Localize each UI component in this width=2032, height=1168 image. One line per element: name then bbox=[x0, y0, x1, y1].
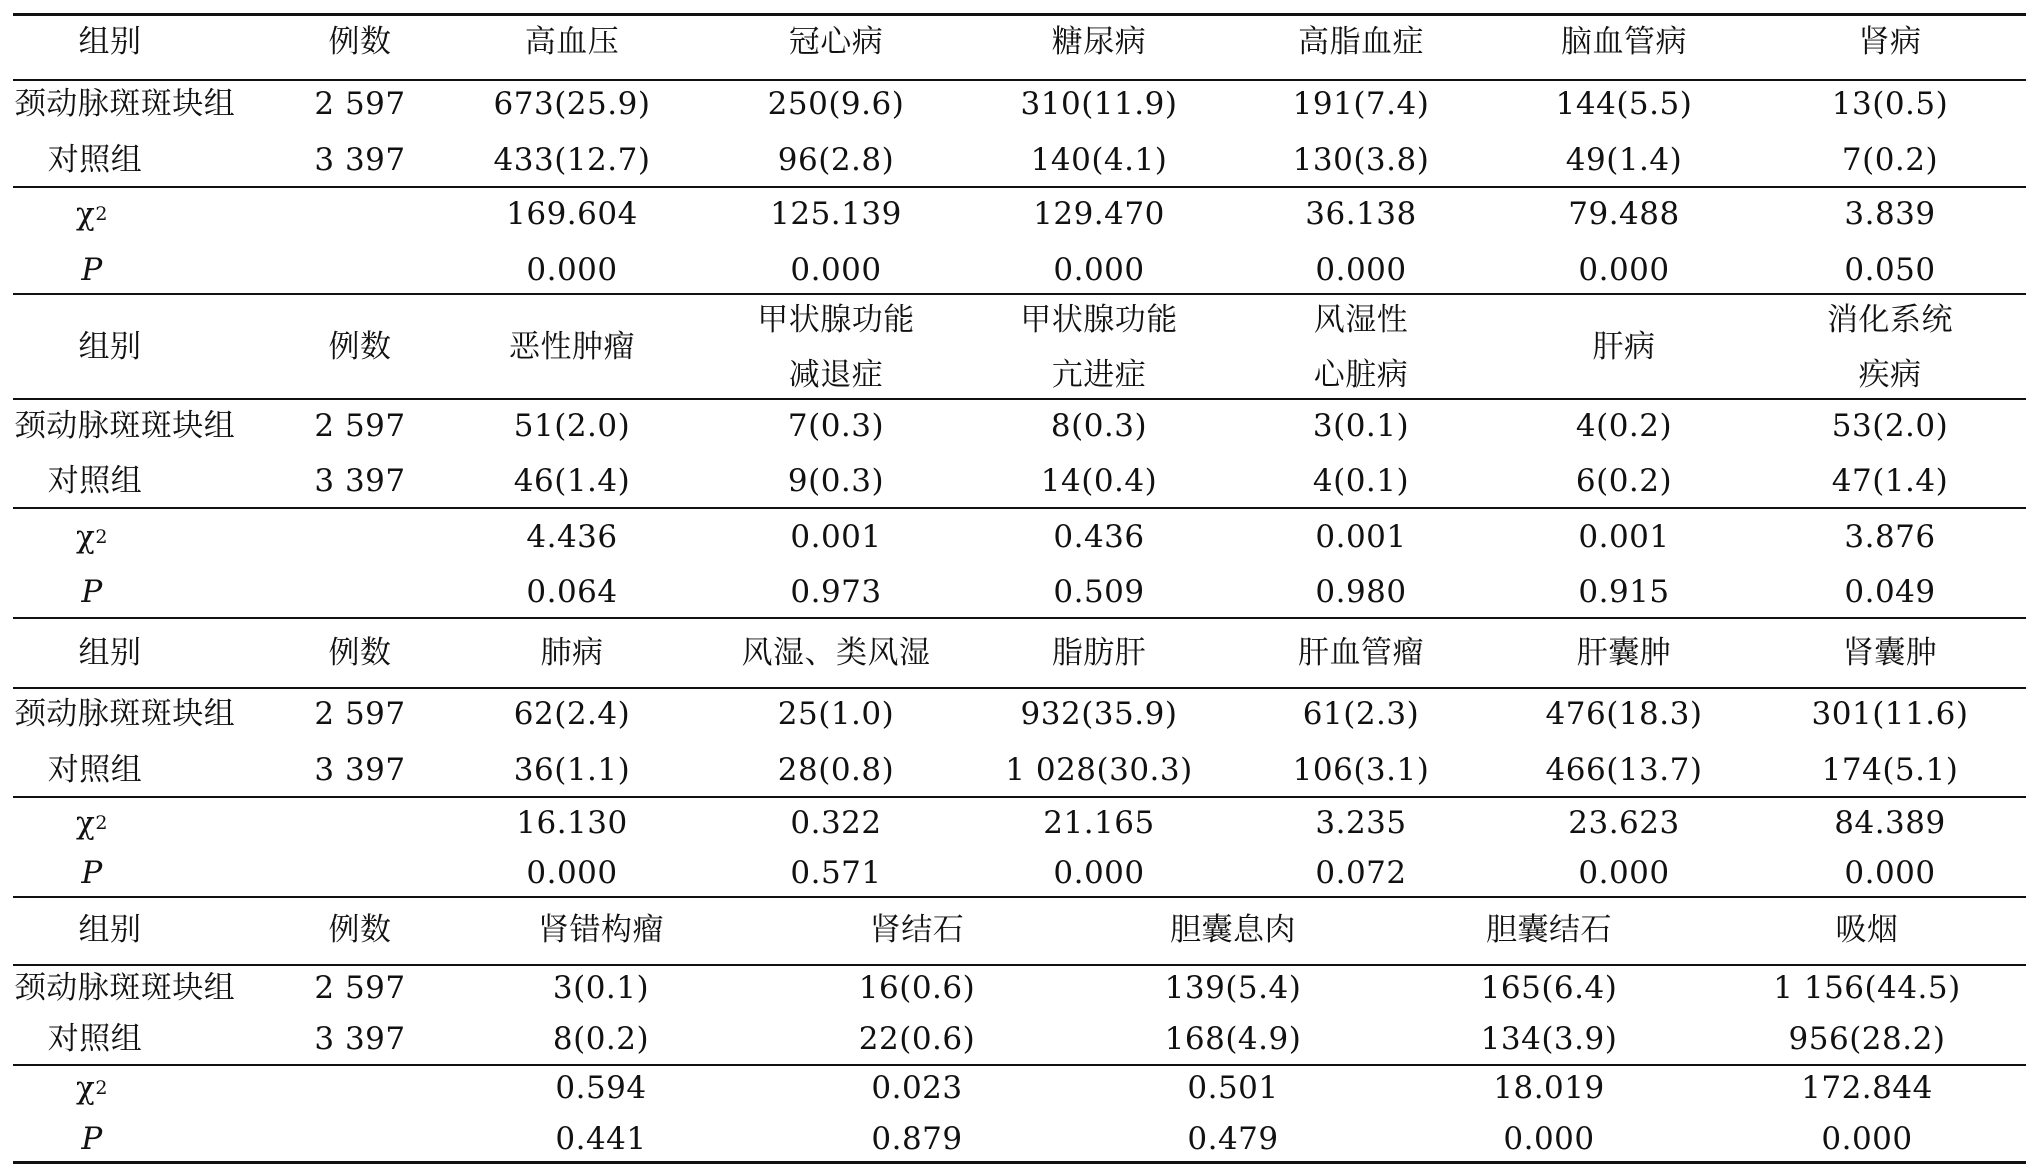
block-3-rule-2 bbox=[13, 796, 2026, 798]
block-3-header-col-1: 肺病 bbox=[540, 635, 604, 671]
block-3-row-carotid-label: 颈动脉斑斑块组 bbox=[14, 696, 236, 732]
block-2-row-control-n: 3 397 bbox=[314, 463, 406, 499]
block-3-row-chi2-col-5: 23.623 bbox=[1568, 805, 1680, 841]
block-1-row-p-col-6: 0.050 bbox=[1844, 252, 1936, 288]
block-4-row-control-col-3: 168(4.9) bbox=[1164, 1021, 1302, 1057]
block-1-header-col-4: 高脂血症 bbox=[1298, 24, 1424, 60]
block-2-row-chi2-col-3: 0.436 bbox=[1053, 519, 1145, 555]
block-4-row-carotid-label: 颈动脉斑斑块组 bbox=[14, 970, 236, 1006]
block-3-row-carotid-col-5: 476(18.3) bbox=[1545, 696, 1703, 732]
block-1-row-chi2-col-2: 125.139 bbox=[770, 196, 902, 232]
block-4-header-col-5: 吸烟 bbox=[1835, 912, 1899, 948]
block-2-row-control-label: 对照组 bbox=[47, 463, 143, 499]
block-2-header-col-6-line-1: 消化系统 bbox=[1827, 302, 1953, 338]
block-1-row-chi2-col-4: 36.138 bbox=[1305, 196, 1417, 232]
block-2-row-p-col-6: 0.049 bbox=[1844, 574, 1936, 610]
block-3-row-carotid-col-4: 61(2.3) bbox=[1302, 696, 1420, 732]
block-1-row-carotid-n: 2 597 bbox=[314, 86, 406, 122]
block-1-row-chi2-col-1: 169.604 bbox=[506, 196, 638, 232]
block-1-rule-1 bbox=[13, 79, 2026, 81]
block-2-header-col-4-line-1: 风湿性 bbox=[1313, 302, 1409, 338]
block-2-row-p-col-4: 0.980 bbox=[1315, 574, 1407, 610]
block-2-row-chi2-col-1: 4.436 bbox=[526, 519, 618, 555]
block-1-row-chi2-col-3: 129.470 bbox=[1033, 196, 1165, 232]
block-4-row-control-col-2: 22(0.6) bbox=[858, 1021, 976, 1057]
block-1-row-carotid-col-1: 673(25.9) bbox=[493, 86, 651, 122]
block-1-row-carotid-col-5: 144(5.5) bbox=[1555, 86, 1693, 122]
block-2-row-carotid-n: 2 597 bbox=[314, 408, 406, 444]
block-1-row-chi2-col-5: 79.488 bbox=[1568, 196, 1680, 232]
block-2-row-p-col-3: 0.509 bbox=[1053, 574, 1145, 610]
block-4-row-control-col-5: 956(28.2) bbox=[1788, 1021, 1946, 1057]
block-4-row-chi2-col-3: 0.501 bbox=[1187, 1070, 1279, 1106]
block-3-row-carotid-col-2: 25(1.0) bbox=[777, 696, 895, 732]
block-4-row-p-col-4: 0.000 bbox=[1503, 1121, 1595, 1157]
block-4-row-p-label: P bbox=[81, 1121, 103, 1157]
block-4-header-col-3: 胆囊息肉 bbox=[1170, 912, 1296, 948]
block-3-header-col-4: 肝血管瘤 bbox=[1298, 635, 1424, 671]
block-3-row-control-col-2: 28(0.8) bbox=[777, 752, 895, 788]
block-1-row-p-col-3: 0.000 bbox=[1053, 252, 1145, 288]
block-4-row-p-col-3: 0.479 bbox=[1187, 1121, 1279, 1157]
block-3-row-control-col-5: 466(13.7) bbox=[1545, 752, 1703, 788]
block-3-header-col-2: 风湿、类风湿 bbox=[741, 635, 931, 671]
block-3-row-control-col-1: 36(1.1) bbox=[513, 752, 631, 788]
table-bottom-rule bbox=[13, 1161, 2026, 1164]
section-divider-2 bbox=[13, 617, 2026, 619]
block-3-row-p-col-3: 0.000 bbox=[1053, 855, 1145, 891]
block-4-row-chi2-col-5: 172.844 bbox=[1801, 1070, 1933, 1106]
block-3-row-control-col-3: 1 028(30.3) bbox=[1005, 752, 1193, 788]
block-3-row-control-label: 对照组 bbox=[47, 752, 143, 788]
block-3-row-p-col-6: 0.000 bbox=[1844, 855, 1936, 891]
block-4-header-count: 例数 bbox=[328, 912, 392, 948]
block-2-row-control-col-2: 9(0.3) bbox=[787, 463, 885, 499]
block-2-row-control-col-5: 6(0.2) bbox=[1575, 463, 1673, 499]
block-1-header-col-1: 高血压 bbox=[524, 24, 620, 60]
block-3-row-p-col-2: 0.571 bbox=[790, 855, 882, 891]
block-3-row-carotid-col-6: 301(11.6) bbox=[1811, 696, 1969, 732]
block-4-row-carotid-col-5: 1 156(44.5) bbox=[1773, 970, 1961, 1006]
block-2-header-col-3-line-1: 甲状腺功能 bbox=[1020, 302, 1178, 338]
block-4-row-control-n: 3 397 bbox=[314, 1021, 406, 1057]
block-3-row-control-col-6: 174(5.1) bbox=[1821, 752, 1959, 788]
block-1-row-carotid-col-2: 250(9.6) bbox=[767, 86, 905, 122]
block-4-header-col-2: 肾结石 bbox=[869, 912, 965, 948]
block-4-row-control-col-4: 134(3.9) bbox=[1480, 1021, 1618, 1057]
block-1-rule-2 bbox=[13, 186, 2026, 188]
block-2-header-col-3-line-2: 亢进症 bbox=[1051, 357, 1147, 393]
block-1-row-control-col-5: 49(1.4) bbox=[1565, 142, 1683, 178]
block-4-row-carotid-n: 2 597 bbox=[314, 970, 406, 1006]
block-3-header-count: 例数 bbox=[328, 635, 392, 671]
block-2-row-p-col-2: 0.973 bbox=[790, 574, 882, 610]
block-1-row-control-col-2: 96(2.8) bbox=[777, 142, 895, 178]
block-3-row-carotid-col-1: 62(2.4) bbox=[513, 696, 631, 732]
block-2-header-col-2-line-1: 甲状腺功能 bbox=[757, 302, 915, 338]
block-4-header-group: 组别 bbox=[78, 912, 142, 948]
block-4-row-carotid-col-1: 3(0.1) bbox=[552, 970, 650, 1006]
block-2-row-chi2-col-6: 3.876 bbox=[1844, 519, 1936, 555]
block-3-row-chi2-col-2: 0.322 bbox=[790, 805, 882, 841]
section-divider-1 bbox=[13, 293, 2026, 295]
block-2-row-carotid-col-2: 7(0.3) bbox=[787, 408, 885, 444]
block-2-row-chi2-label: $\chi^2$ bbox=[76, 519, 108, 555]
block-2-row-control-col-4: 4(0.1) bbox=[1312, 463, 1410, 499]
block-1-row-chi2-label: $\chi^2$ bbox=[76, 196, 108, 232]
block-2-rule-2 bbox=[13, 507, 2026, 509]
block-2-row-carotid-col-1: 51(2.0) bbox=[513, 408, 631, 444]
block-4-row-chi2-label: $\chi^2$ bbox=[76, 1070, 108, 1106]
block-1-header-col-5: 脑血管病 bbox=[1561, 24, 1687, 60]
block-3-row-chi2-col-3: 21.165 bbox=[1043, 805, 1155, 841]
block-2-row-control-col-6: 47(1.4) bbox=[1831, 463, 1949, 499]
block-3-header-group: 组别 bbox=[78, 635, 142, 671]
block-3-header-col-5: 肝囊肿 bbox=[1576, 635, 1672, 671]
block-1-header-group: 组别 bbox=[78, 24, 142, 60]
block-1-row-carotid-col-4: 191(7.4) bbox=[1292, 86, 1430, 122]
block-1-row-p-col-2: 0.000 bbox=[790, 252, 882, 288]
block-3-row-chi2-col-4: 3.235 bbox=[1315, 805, 1407, 841]
block-1-header-col-3: 糖尿病 bbox=[1051, 24, 1147, 60]
block-3-row-control-n: 3 397 bbox=[314, 752, 406, 788]
block-2-header-count: 例数 bbox=[328, 329, 392, 365]
block-1-row-chi2-col-6: 3.839 bbox=[1844, 196, 1936, 232]
block-4-row-chi2-col-1: 0.594 bbox=[555, 1070, 647, 1106]
block-3-row-carotid-n: 2 597 bbox=[314, 696, 406, 732]
block-3-row-p-col-1: 0.000 bbox=[526, 855, 618, 891]
block-2-row-carotid-label: 颈动脉斑斑块组 bbox=[14, 408, 236, 444]
block-4-row-chi2-col-2: 0.023 bbox=[871, 1070, 963, 1106]
block-1-row-carotid-col-3: 310(11.9) bbox=[1020, 86, 1178, 122]
block-2-header-group: 组别 bbox=[78, 329, 142, 365]
block-1-row-control-label: 对照组 bbox=[47, 142, 143, 178]
section-divider-3 bbox=[13, 896, 2026, 898]
block-2-header-col-4-line-2: 心脏病 bbox=[1313, 357, 1409, 393]
block-2-header-col-2-line-2: 减退症 bbox=[788, 357, 884, 393]
block-3-rule-1 bbox=[13, 687, 2026, 689]
block-3-row-chi2-col-6: 84.389 bbox=[1834, 805, 1946, 841]
block-4-header-col-4: 胆囊结石 bbox=[1486, 912, 1612, 948]
table-top-rule bbox=[13, 13, 2026, 16]
block-2-row-control-col-3: 14(0.4) bbox=[1040, 463, 1158, 499]
block-1-row-control-n: 3 397 bbox=[314, 142, 406, 178]
block-1-header-col-2: 冠心病 bbox=[788, 24, 884, 60]
block-3-row-chi2-label: $\chi^2$ bbox=[76, 805, 108, 841]
block-1-row-control-col-4: 130(3.8) bbox=[1292, 142, 1430, 178]
block-2-row-carotid-col-6: 53(2.0) bbox=[1831, 408, 1949, 444]
block-1-row-p-col-4: 0.000 bbox=[1315, 252, 1407, 288]
block-1-row-control-col-3: 140(4.1) bbox=[1030, 142, 1168, 178]
block-4-row-carotid-col-3: 139(5.4) bbox=[1164, 970, 1302, 1006]
block-1-row-control-col-1: 433(12.7) bbox=[493, 142, 651, 178]
block-4-row-carotid-col-2: 16(0.6) bbox=[858, 970, 976, 1006]
block-4-row-control-label: 对照组 bbox=[47, 1021, 143, 1057]
block-1-row-p-col-1: 0.000 bbox=[526, 252, 618, 288]
block-1-row-p-col-5: 0.000 bbox=[1578, 252, 1670, 288]
block-3-row-chi2-col-1: 16.130 bbox=[516, 805, 628, 841]
block-3-row-control-col-4: 106(3.1) bbox=[1292, 752, 1430, 788]
block-2-row-carotid-col-5: 4(0.2) bbox=[1575, 408, 1673, 444]
block-4-row-control-col-1: 8(0.2) bbox=[552, 1021, 650, 1057]
block-4-row-chi2-col-4: 18.019 bbox=[1493, 1070, 1605, 1106]
block-2-row-p-col-1: 0.064 bbox=[526, 574, 618, 610]
block-1-row-p-label: P bbox=[81, 252, 103, 288]
block-1-header-count: 例数 bbox=[328, 24, 392, 60]
block-4-rule-1 bbox=[13, 964, 2026, 966]
block-2-row-p-label: P bbox=[81, 574, 103, 610]
block-2-row-p-col-5: 0.915 bbox=[1578, 574, 1670, 610]
block-1-row-carotid-col-6: 13(0.5) bbox=[1831, 86, 1949, 122]
block-2-row-control-col-1: 46(1.4) bbox=[513, 463, 631, 499]
block-4-rule-2 bbox=[13, 1064, 2026, 1066]
block-4-row-carotid-col-4: 165(6.4) bbox=[1480, 970, 1618, 1006]
block-4-header-col-1: 肾错构瘤 bbox=[538, 912, 664, 948]
block-3-header-col-6: 肾囊肿 bbox=[1842, 635, 1938, 671]
block-3-header-col-3: 脂肪肝 bbox=[1051, 635, 1147, 671]
block-3-row-p-col-5: 0.000 bbox=[1578, 855, 1670, 891]
block-2-row-carotid-col-3: 8(0.3) bbox=[1050, 408, 1148, 444]
block-3-row-carotid-col-3: 932(35.9) bbox=[1020, 696, 1178, 732]
block-4-row-p-col-5: 0.000 bbox=[1821, 1121, 1913, 1157]
block-2-rule-1 bbox=[13, 398, 2026, 400]
block-4-row-p-col-2: 0.879 bbox=[871, 1121, 963, 1157]
block-2-row-carotid-col-4: 3(0.1) bbox=[1312, 408, 1410, 444]
block-2-row-chi2-col-2: 0.001 bbox=[790, 519, 882, 555]
block-2-row-chi2-col-5: 0.001 bbox=[1578, 519, 1670, 555]
block-3-row-p-label: P bbox=[81, 855, 103, 891]
block-2-header-col-6-line-2: 疾病 bbox=[1858, 357, 1922, 393]
block-2-header-col-1: 恶性肿瘤 bbox=[509, 329, 635, 365]
block-1-row-control-col-6: 7(0.2) bbox=[1841, 142, 1939, 178]
block-2-header-col-5: 肝病 bbox=[1592, 329, 1656, 365]
block-1-row-carotid-label: 颈动脉斑斑块组 bbox=[14, 86, 236, 122]
block-3-row-p-col-4: 0.072 bbox=[1315, 855, 1407, 891]
block-1-header-col-6: 肾病 bbox=[1858, 24, 1922, 60]
block-4-row-p-col-1: 0.441 bbox=[555, 1121, 647, 1157]
block-2-row-chi2-col-4: 0.001 bbox=[1315, 519, 1407, 555]
